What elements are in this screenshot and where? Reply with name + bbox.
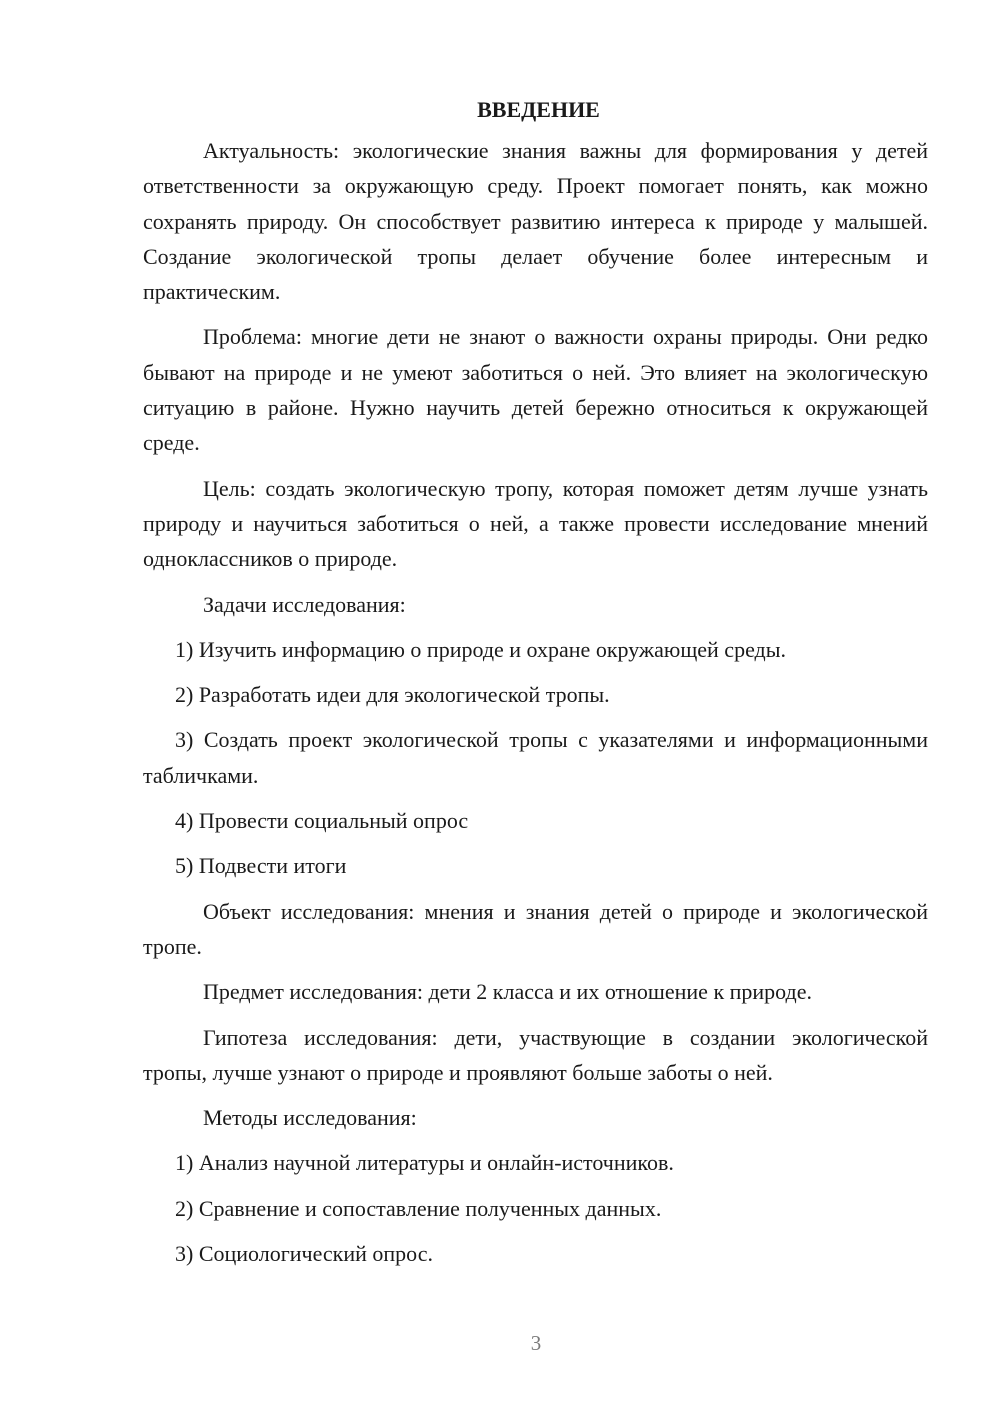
relevance-paragraph: Актуальность: экологические знания важны для формирования у детей ответственности за окружающую среду. Проект помогает понять, как можно сохранять природу. Он способствует развитию интереса к природе у малышей. Создание экологической тропы делает обучение более интересным и практическим.	[143, 138, 928, 305]
tasks-heading: Задачи исследования:	[203, 591, 406, 617]
hypothesis-paragraph: Гипотеза исследования: дети, участвующие в создании экологической тропы, лучше узнают о природе и проявляют больше заботы о ней.	[143, 1024, 928, 1085]
section-title: ВВЕДЕНИЕ	[477, 97, 600, 122]
method-item-3: 3) Социологический опрос.	[175, 1241, 433, 1267]
task-item-1: 1) Изучить информацию о природе и охране окружающей среды.	[175, 636, 787, 662]
page-number: 3	[530, 1331, 542, 1355]
subject-paragraph: Предмет исследования: дети 2 класса и их отношение к природе.	[203, 979, 813, 1005]
methods-heading: Методы исследования:	[203, 1105, 417, 1131]
task-item-5: 5) Подвести итоги	[175, 853, 347, 879]
goal-paragraph: Цель: создать экологическую тропу, которая поможет детям лучше узнать природу и научиться заботиться о ней, а также провести исследование мнений одноклассников о природе.	[143, 475, 928, 572]
problem-paragraph: Проблема: многие дети не знают о важности охраны природы. Они редко бывают на природе и не умеют заботиться о ней. Это влияет на экологическую ситуацию в районе. Нужно научить детей бережно относиться к окружающей среде.	[143, 324, 928, 456]
document-page	[143, 92, 928, 1281]
task-item-3: 3) Создать проект экологической тропы с указателями и информационными табличками.	[143, 727, 928, 788]
task-item-2: 2) Разработать идеи для экологической тропы.	[175, 682, 610, 708]
object-paragraph: Объект исследования: мнения и знания детей о природе и экологической тропе.	[143, 898, 928, 959]
task-item-4: 4) Провести социальный опрос	[175, 808, 469, 834]
method-item-2: 2) Сравнение и сопоставление полученных данных.	[175, 1195, 662, 1221]
method-item-1: 1) Анализ научной литературы и онлайн-источников.	[175, 1150, 674, 1176]
